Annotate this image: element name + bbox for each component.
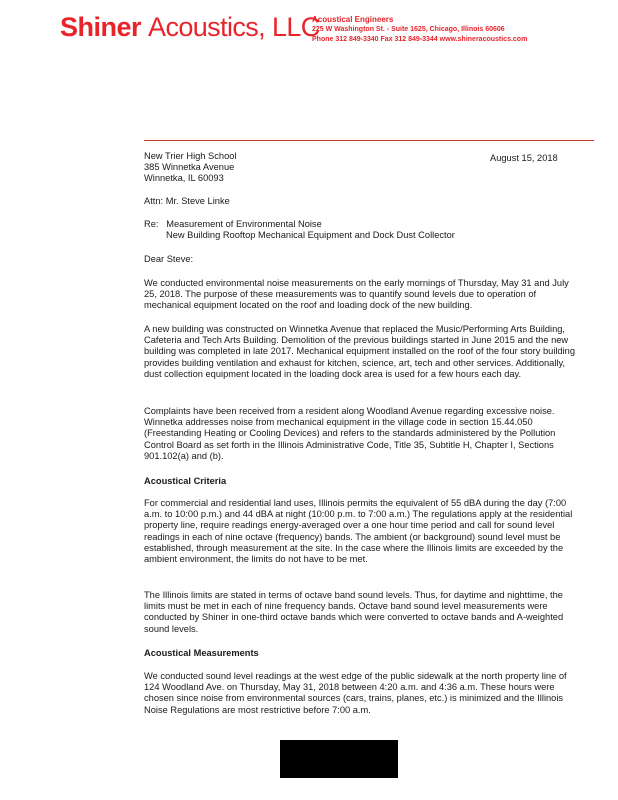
paragraph-2: A new building was constructed on Winnetka Avenue that replaced the Music/Performing Arts Building, Cafeteria and Tech Arts Building. Demolition of the previous buildings started in June 2015 and the new building was completed in late 2017. Mechanical equipment installed on the roof of the four story building provides building ventilation and exhaust for kitchen, science, art, tech and other services. Additionally, dust collection equipment located in the loading dock area is used for a few hours each day. xyxy=(144,324,576,379)
re-label: Re: xyxy=(144,219,159,229)
letter-date: August 15, 2018 xyxy=(490,153,558,163)
recipient-block xyxy=(144,151,576,185)
header-rule xyxy=(144,140,594,141)
re-line-2: New Building Rooftop Mechanical Equipment and Dock Dust Collector xyxy=(166,230,455,241)
letterhead-tagline: Acoustical Engineers xyxy=(312,15,394,24)
paragraph-5: The Illinois limits are stated in terms of octave band sound levels. Thus, for daytime and nighttime, the limits must be met in each of nine frequency bands. Octave band sound level measurements were conducted by Shiner in one-third octave bands which were converted to octave bands and A-weighted sound levels. xyxy=(144,590,564,634)
letterhead-address: 225 W Washington St. - Suite 1625, Chicago, Illinois 60606 xyxy=(312,26,505,33)
salutation: Dear Steve: xyxy=(144,254,194,264)
heading-acoustical-criteria: Acoustical Criteria xyxy=(144,476,227,486)
logo-brand-rest: Acoustics, LLC xyxy=(148,12,320,42)
redaction-box xyxy=(280,740,398,778)
recipient-line: 385 Winnetka Avenue xyxy=(144,162,235,173)
letterhead-phone: Phone 312 849-3340 Fax 312 849-3344 www.shineracoustics.com xyxy=(312,36,528,43)
subject-block xyxy=(144,219,576,241)
paragraph-3: Complaints have been received from a resident along Woodland Avenue regarding excessive noise. Winnetka addresses noise from mechanical equipment in the village code in section 15.44.050 (Freestanding Heating or Cooling Devices) and refers to the standards administered by the Pollution Control Board as set forth in the Illinois Administrative Code, Title 35, Subtitle H, Chapter I, Sections 901.102(a) and (b). xyxy=(144,406,556,461)
heading-acoustical-measurements: Acoustical Measurements xyxy=(144,648,259,658)
recipient-line: New Trier High School xyxy=(144,151,237,161)
recipient-line: Winnetka, IL 60093 xyxy=(144,173,224,184)
attn-line: Attn: Mr. Steve Linke xyxy=(144,196,230,206)
re-line-1: Measurement of Environmental Noise xyxy=(166,219,322,229)
letterhead-contact xyxy=(312,15,527,45)
paragraph-6: We conducted sound level readings at the west edge of the public sidewalk at the north property line of 124 Woodland Ave. on Thursday, May 31, 2018 between 4:20 a.m. and 4:36 a.m. These hours were chosen since noise from environmental sources (cars, trains, planes, etc.) is minimized and the Illinois Noise Regulations are most restrictive before 7:00 a.m. xyxy=(144,671,567,715)
paragraph-4: For commercial and residential land uses, Illinois permits the equivalent of 55 dBA during the day (7:00 a.m. to 10:00 p.m.) and 44 dBA at night (10:00 p.m. to 7:00 a.m.) The regulations apply at the residential property line, require readings energy-averaged over a one hour time period and call for sound level readings in each of nine octave (frequency) bands. The ambient (or background) sound level must be established, through measurement at the site. In the case where the Illinois limits are exceeded by the ambient environment, the limits do not have to be met. xyxy=(144,498,573,565)
logo-brand-bold: Shiner xyxy=(60,12,142,42)
paragraph-1: We conducted environmental noise measurements on the early mornings of Thursday, May 31 and July 25, 2018. The purpose of these measurements was to quantify sound levels due to operation of mechanical equipment located on the roof and loading dock of the new building. xyxy=(144,278,569,311)
company-logo xyxy=(60,12,320,46)
